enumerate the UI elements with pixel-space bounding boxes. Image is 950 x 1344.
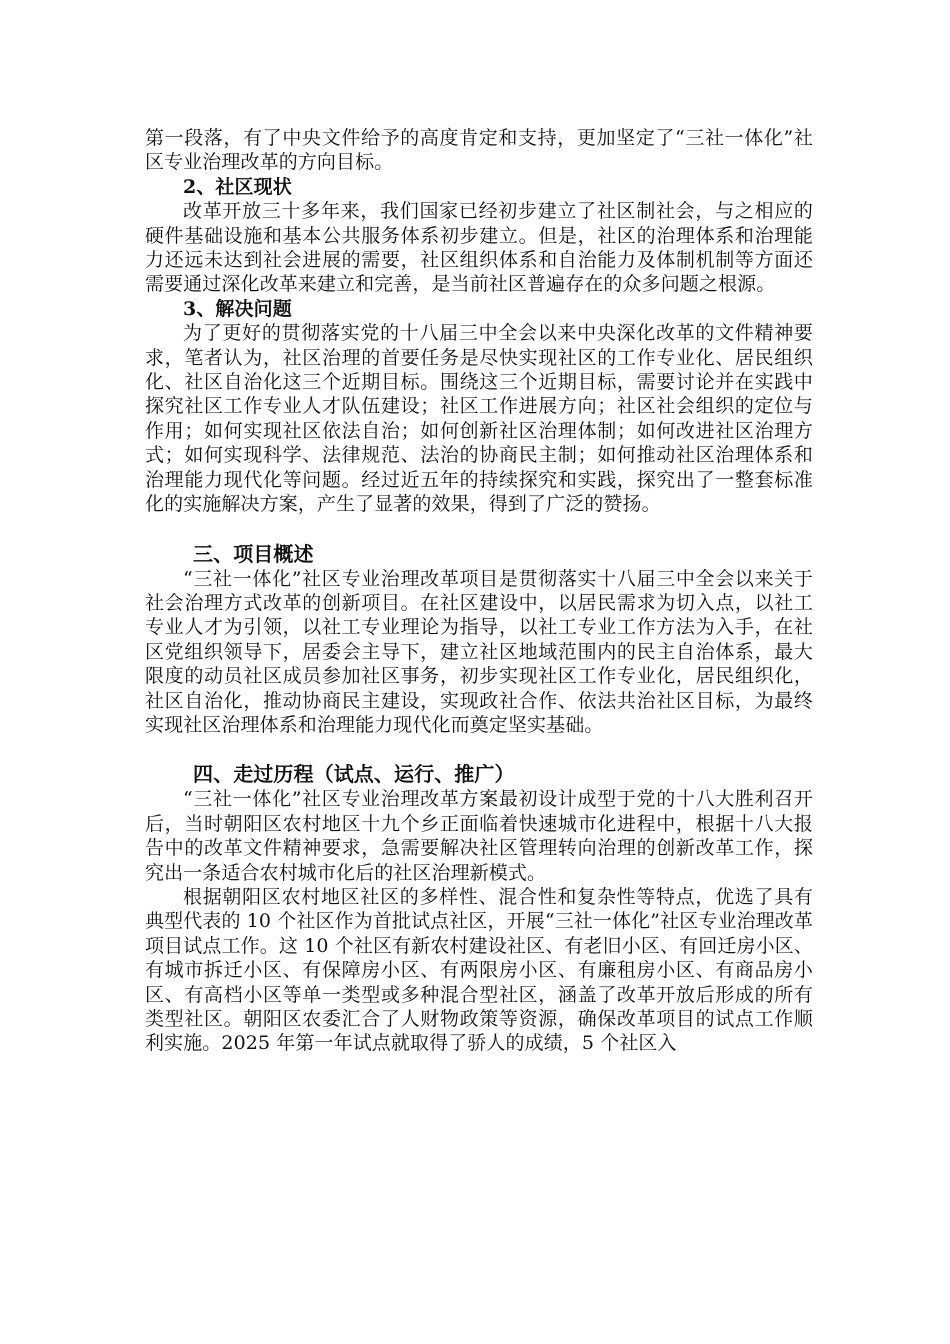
part-3-heading: 三、项目概述 [193, 541, 314, 566]
part-3-paragraph: “三社一体化”社区专业治理改革项目是贯彻落实十八届三中全会以来关于社会治理方式改革的创新项目。在社区建设中，以居民需求为切入点，以社工专业人才为引领，以社工专业理论为指导，以社工专业工作方法为入手，在社区党组织领导下，居委会主导下，建立社区地域范围内的民主自治体系，最大限度的动员社区成员参加社区事务，初步实现社区工作专业化，居民组织化，社区自治化，推动协商民主建设，实现政社合作、依法共治社区目标，为最终实现社区治理体系和治理能力现代化而奠定坚实基础。 [145, 567, 813, 736]
spacer [145, 737, 813, 761]
part-4-paragraph-2: 根据朝阳区农村地区社区的多样性、混合性和复杂性等特点，优选了具有典型代表的 10 个社区作为首批试点社区，开展“三社一体化”社区专业治理改革项目试点工作。这 10 个社区有新农村建设社区、有老旧小区、有回迁房小区、有城市拆迁小区、有保障房小区、有两限房小区、有廉租房小区、有商品房小区、有高档小区等单一类型或多种混合型社区，涵盖了改革开放后形成的所有类型社区。朝阳区农委汇合了人财物政策等资源，确保改革项目的试点工作顺利实施。2025 年第一年试点就取得了骄人的成绩，5 个社区入 [145, 885, 813, 1055]
part-4-paragraph-1: “三社一体化”社区专业治理改革方案最初设计成型于党的十八大胜利召开后，当时朝阳区农村地区十九个乡正面临着快速城市化进程中，根据十八大报告中的改革文件精神要求，急需要解决社区管理转向治理的创新改革工作，探究出一条适合农村城市化后的社区治理新模式。 [145, 788, 813, 884]
section-2-paragraph: 改革开放三十多年来，我们国家已经初步建立了社区制社会，与之相应的硬件基础设施和基本公共服务体系初步建立。但是，社区的治理体系和治理能力还远未达到社会进展的需要，社区组织体系和自治能力及体制机制等方面还需要通过深化改革来建立和完善，是当前社区普遍存在的众多问题之根源。 [145, 200, 813, 296]
part-4-heading: 四、走过历程（试点、运行、推广） [193, 762, 515, 787]
section-3-paragraph: 为了更好的贯彻落实党的十八届三中全会以来中央深化改革的文件精神要求，笔者认为，社区治理的首要任务是尽快实现社区的工作专业化、居民组织化、社区自治化这三个近期目标。围绕这三个近期目标，需要讨论并在实践中探究社区工作专业人才队伍建设；社区工作进展方向；社区社会组织的定位与作用；如何实现社区依法自治；如何创新社区治理体制；如何改进社区治理方式；如何实现科学、法律规范、法治的协商民主制；如何推动社区治理体系和治理能力现代化等问题。经过近五年的持续探究和实践，探究出了一整套标准化的实施解决方案，产生了显著的效果，得到了广泛的赞扬。 [145, 322, 813, 516]
spacer [145, 517, 813, 541]
document-page [145, 126, 813, 1056]
section-2-heading: 2、社区现状 [183, 175, 292, 198]
section-3-heading: 3、解决问题 [183, 297, 292, 320]
intro-paragraph: 第一段落，有了中央文件给予的高度肯定和支持，更加坚定了“三社一体化”社区专业治理改革的方向目标。 [145, 127, 813, 174]
